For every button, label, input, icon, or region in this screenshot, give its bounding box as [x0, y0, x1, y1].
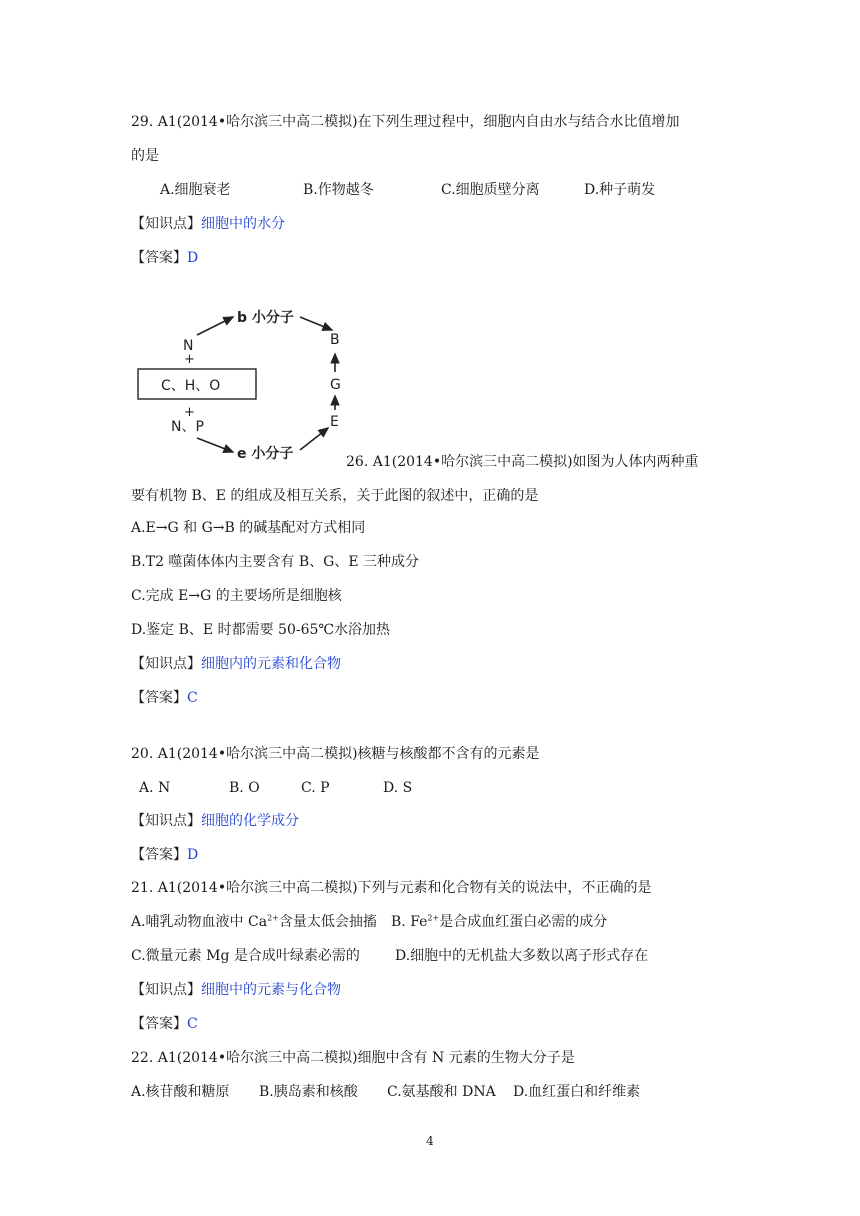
knowledge-tag: 【知识点】: [131, 813, 201, 829]
arrow-b-to-B: [300, 317, 332, 330]
answer-text: C: [187, 1016, 198, 1032]
q29-option-b: B.作物越冬: [303, 182, 374, 198]
knowledge-text: 细胞中的水分: [201, 216, 285, 232]
q21-option-b-post: 是合成血红蛋白必需的成分: [439, 914, 608, 930]
q21-option-b-sup: 2+: [427, 913, 440, 923]
molecule-relationship-diagram: [135, 298, 350, 468]
q26-option-d: D.鉴定 B、E 时都需要 50-65℃水浴加热: [131, 622, 391, 638]
diagram-n-top: N: [183, 338, 194, 354]
knowledge-tag: 【知识点】: [131, 216, 201, 232]
q22-options: [131, 1082, 640, 1102]
diagram-E: E: [330, 414, 339, 430]
q22-option-a: A.核苷酸和糖原: [131, 1084, 230, 1100]
q21-option-a-post: 含量太低会抽搐: [278, 914, 377, 930]
diagram-b-label: b 小分子: [237, 310, 294, 326]
q21-options-cd: [131, 946, 648, 966]
knowledge-tag: 【知识点】: [131, 982, 201, 998]
q21-option-a-pre: A.哺乳动物血液中 Ca: [131, 914, 268, 930]
diagram-box-label: C、H、O: [161, 378, 221, 394]
answer-tag: 【答案】: [131, 250, 187, 266]
q20-answer: [131, 845, 198, 865]
q22-option-b: B.胰岛素和核酸: [259, 1084, 358, 1100]
diagram-plus-bottom: +: [184, 405, 195, 420]
q22-stem: 22. A1(2014•哈尔滨三中高二模拟)细胞中含有 N 元素的生物大分子是: [131, 1050, 575, 1066]
knowledge-text: 细胞的化学成分: [201, 813, 299, 829]
page-number: 4: [426, 1134, 434, 1148]
q29-answer: [131, 248, 198, 268]
knowledge-text: 细胞内的元素和化合物: [201, 656, 341, 672]
q29-option-c: C.细胞质壁分离: [441, 182, 540, 198]
q29-options: [160, 180, 655, 200]
answer-text: C: [187, 690, 198, 706]
q21-option-a-sup: 2+: [267, 913, 279, 923]
q20-options: [139, 778, 412, 798]
q20-option-d: D. S: [383, 780, 413, 796]
arrow-np-to-e: [197, 438, 233, 452]
q21-option-b-pre: B. Fe: [391, 914, 428, 930]
diagram-e-label: e 小分子: [237, 446, 294, 462]
q20-option-b: B. O: [229, 780, 260, 796]
q26-stem-line2: 要有机物 B、E 的组成及相互关系，关于此图的叙述中，正确的是: [131, 488, 539, 504]
q21-options-ab: [131, 912, 607, 932]
q26-knowledge-point: [131, 654, 341, 674]
q20-option-a: A. N: [139, 780, 171, 796]
answer-tag: 【答案】: [131, 690, 187, 706]
q22-option-d: D.血红蛋白和纤维素: [513, 1084, 641, 1100]
q21-stem: 21. A1(2014•哈尔滨三中高二模拟)下列与元素和化合物有关的说法中，不正确的是: [131, 880, 652, 896]
diagram-np-bottom: N、P: [171, 419, 204, 435]
q22-option-c: C.氨基酸和 DNA: [387, 1084, 496, 1100]
diagram-plus-top: +: [184, 352, 195, 367]
q21-option-b: [391, 912, 607, 932]
arrow-n-to-b: [197, 317, 233, 335]
q26-stem-line1: 26. A1(2014•哈尔滨三中高二模拟)如图为人体内两种重: [346, 454, 699, 470]
q26-option-b: B.T2 噬菌体体内主要含有 B、G、E 三种成分: [131, 554, 420, 570]
q20-option-c: C. P: [301, 780, 330, 796]
answer-tag: 【答案】: [131, 847, 187, 863]
arrow-e-to-E: [300, 428, 328, 450]
q21-option-a: [131, 912, 391, 932]
q29-option-d: D.种子萌发: [584, 182, 656, 198]
q29-option-a: A.细胞衰老: [160, 182, 231, 198]
diagram-B: B: [330, 332, 340, 348]
q20-knowledge-point: [131, 811, 299, 831]
q21-knowledge-point: [131, 980, 341, 1000]
q21-option-d: D.细胞中的无机盐大多数以离子形式存在: [395, 948, 649, 964]
q29-knowledge-point: [131, 214, 285, 234]
diagram-G: G: [330, 377, 341, 393]
q20-stem: 20. A1(2014•哈尔滨三中高二模拟)核糖与核酸都不含有的元素是: [131, 746, 540, 762]
answer-text: D: [187, 250, 199, 266]
answer-text: D: [187, 847, 199, 863]
q26-option-c: C.完成 E→G 的主要场所是细胞核: [131, 588, 342, 604]
q29-stem-line1: 29. A1(2014•哈尔滨三中高二模拟)在下列生理过程中，细胞内自由水与结合水比值增加: [131, 114, 680, 130]
q26-option-a: A.E→G 和 G→B 的碱基配对方式相同: [131, 520, 366, 536]
knowledge-tag: 【知识点】: [131, 656, 201, 672]
q26-answer: [131, 688, 198, 708]
q29-stem-line2: 的是: [131, 148, 159, 164]
answer-tag: 【答案】: [131, 1016, 187, 1032]
q21-option-c: C.微量元素 Mg 是合成叶绿素必需的: [131, 948, 360, 964]
knowledge-text: 细胞中的元素与化合物: [201, 982, 341, 998]
q21-answer: [131, 1014, 198, 1034]
